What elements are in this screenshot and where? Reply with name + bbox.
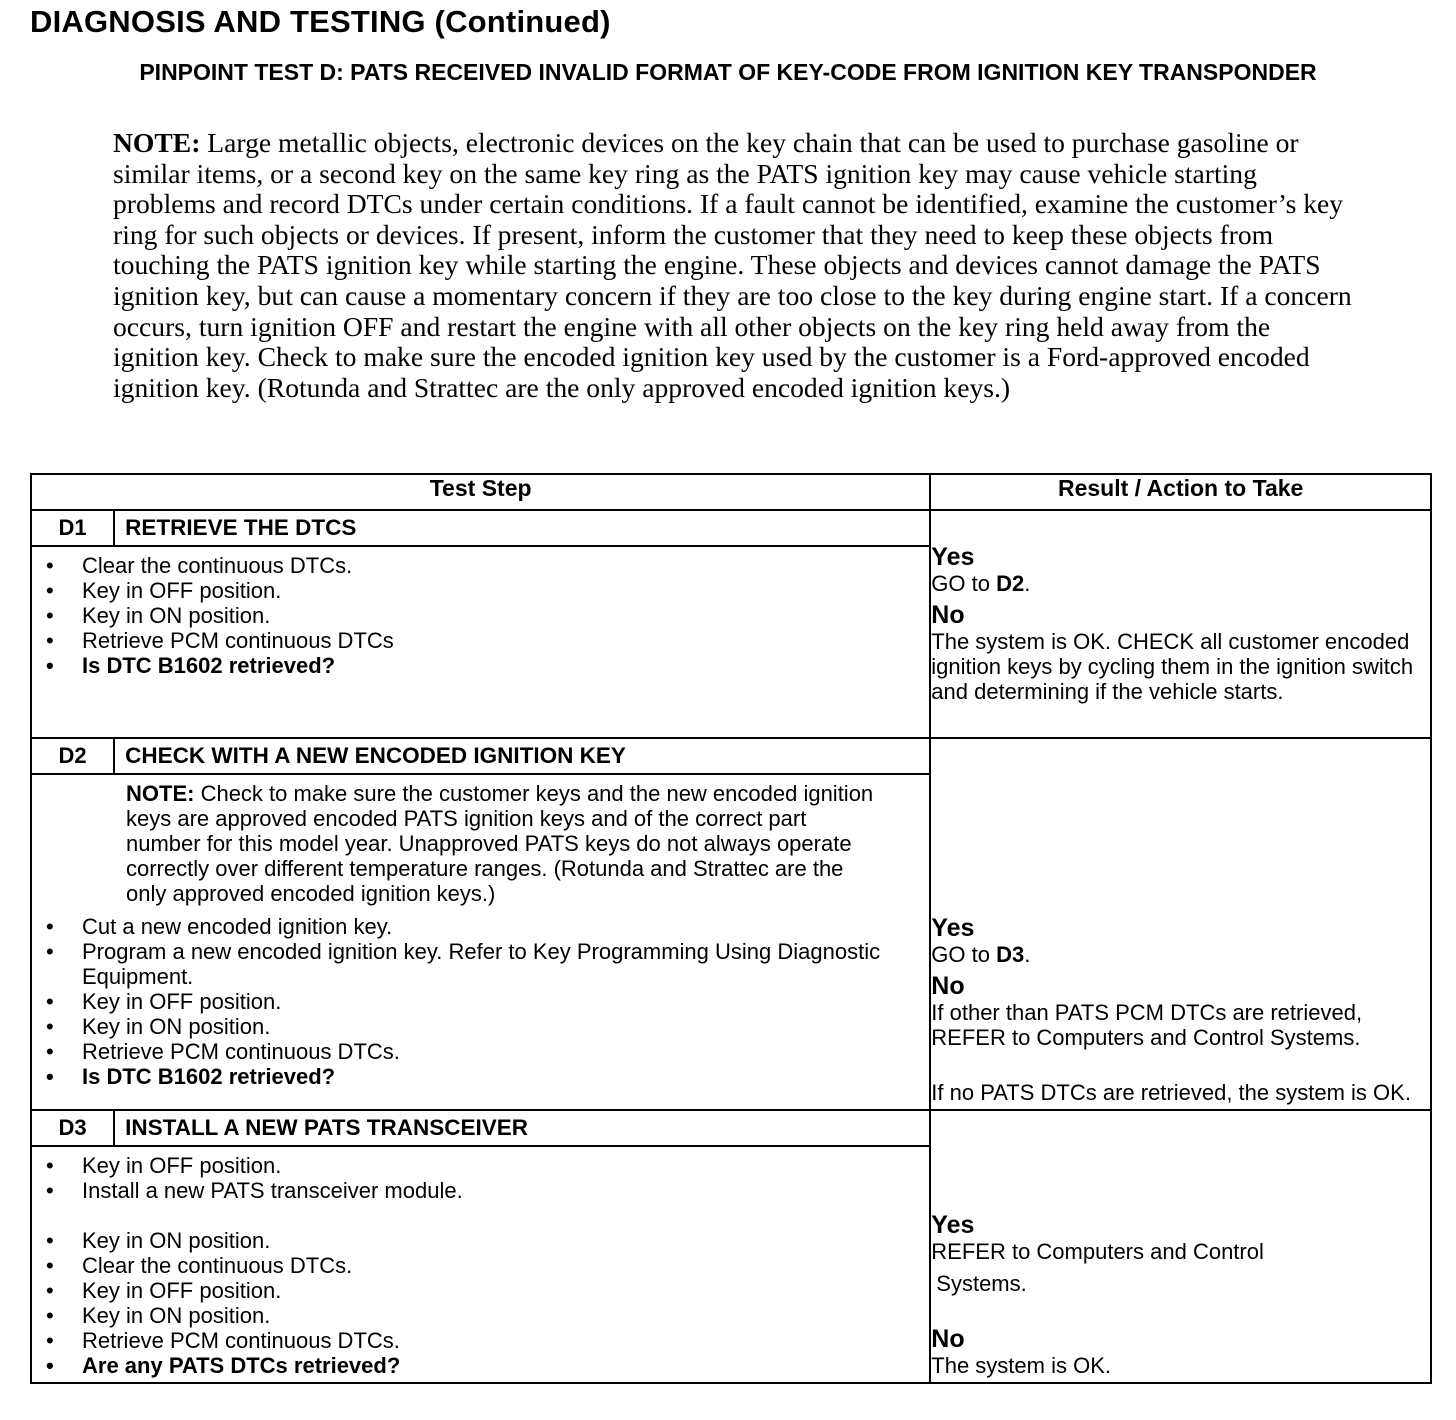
list-item: • Retrieve PCM continuous DTCs. <box>82 1328 919 1353</box>
d3-yes-label: Yes <box>931 1211 975 1239</box>
list-item-question: • Is DTC B1602 retrieved? <box>82 653 919 678</box>
d1-no-action: The system is OK. CHECK all customer encoded ignition keys by cycling them in the ignition switch and determining if the vehicle starts. <box>931 629 1414 704</box>
pinpoint-test-title: PINPOINT TEST D: PATS RECEIVED INVALID FORMAT OF KEY-CODE FROM IGNITION KEY TRANSPONDER <box>139 59 1317 85</box>
d3-yes-action-1: REFER to Computers and Control <box>931 1239 1264 1264</box>
list-item: • Key in ON position. <box>82 1303 919 1328</box>
d1-yes-action <box>931 571 1430 596</box>
step-d2-body <box>31 774 930 1110</box>
list-item: • Key in OFF position. <box>82 1278 919 1303</box>
note-label: NOTE: <box>113 127 201 158</box>
step-d3-result <box>930 1110 1431 1383</box>
list-item: • Program a new encoded ignition key. Refer to Key Programming Using Diagnostic Equipment. <box>82 939 919 989</box>
d2-yes-prefix: GO to <box>931 942 997 967</box>
d3-yes-action-2: Systems. <box>936 1271 1027 1296</box>
list-item: • Retrieve PCM continuous DTCs. <box>82 1039 919 1064</box>
list-item: • Key in ON position. <box>82 1014 919 1039</box>
page-header: DIAGNOSIS AND TESTING (Continued) <box>30 4 611 39</box>
d2-yes-action <box>931 942 1430 967</box>
d2-no-label: No <box>931 972 965 1000</box>
step-d1-title: RETRIEVE THE DTCS <box>114 510 930 546</box>
step-d3-body <box>31 1146 930 1383</box>
step-d3-list <box>44 1153 919 1378</box>
list-item-question: • Are any PATS DTCs retrieved? <box>82 1353 919 1378</box>
list-item: • Key in OFF position. <box>82 989 919 1014</box>
list-item: • Clear the continuous DTCs. <box>82 553 919 578</box>
d2-yes-label: Yes <box>931 914 975 942</box>
step-d2-list <box>44 914 919 1089</box>
d1-yes-suffix: . <box>1024 571 1031 596</box>
d1-no-label: No <box>931 601 965 629</box>
d3-no-label: No <box>931 1325 965 1353</box>
d2-no-action-1: If other than PATS PCM DTCs are retrieved, REFER to Computers and Control Systems. <box>931 1000 1363 1050</box>
header-result: Result / Action to Take <box>930 474 1431 510</box>
step-d2-result <box>930 738 1431 1110</box>
d1-yes-target: D2 <box>996 571 1025 596</box>
step-d1-id: D1 <box>31 510 114 546</box>
list-item: • Key in ON position. <box>82 603 919 628</box>
list-item: • Install a new PATS transceiver module. <box>82 1178 919 1203</box>
d2-yes-suffix: . <box>1024 942 1031 967</box>
note-text: Large metallic objects, electronic devices on the key chain that can be used to purchase gasoline or similar items, or a second key on the same key ring as the PATS ignition key may cause vehicle starting problems and record DTCs under certain conditions. If a fault cannot be identified, examine the customer’s key ring for such objects or devices. If present, inform the customer that they need to keep these objects from touching the PATS ignition key while starting the engine. These objects and devices cannot damage the PATS ignition key, but can cause a momentary concern if they are too close to the key during engine start. If a concern occurs, turn ignition OFF and restart the engine with all other objects on the key ring held away from the ignition key. Check to make sure the encoded ignition key used by the customer is a Ford-approved encoded ignition key. (Rotunda and Strattec are the only approved encoded ignition keys.) <box>113 127 1352 403</box>
step-d2-title: CHECK WITH A NEW ENCODED IGNITION KEY <box>114 738 930 774</box>
step-d2-id: D2 <box>31 738 114 774</box>
list-item-question: • Is DTC B1602 retrieved? <box>82 1064 919 1089</box>
step-d2-note <box>126 781 919 906</box>
list-item: • Key in OFF position. <box>82 578 919 603</box>
table-header-row <box>31 474 1431 510</box>
list-item: • Retrieve PCM continuous DTCs <box>82 628 919 653</box>
step-d1-result <box>930 510 1431 738</box>
header-test-step: Test Step <box>31 474 930 510</box>
d2-no-action-2: If no PATS DTCs are retrieved, the system is OK. <box>931 1080 1411 1105</box>
d1-yes-label: Yes <box>931 543 975 571</box>
d3-no-action: The system is OK. <box>931 1353 1111 1378</box>
step-d1-list <box>44 553 919 678</box>
list-item: • Cut a new encoded ignition key. <box>82 914 919 939</box>
d2-yes-target: D3 <box>996 942 1025 967</box>
d1-yes-prefix: GO to <box>931 571 997 596</box>
step-d3-title-row <box>31 1110 1431 1146</box>
list-item: • Key in ON position. <box>82 1228 919 1253</box>
step-d2-note-text: Check to make sure the customer keys and the new encoded ignition keys are approved encoded PATS ignition keys and of the correct part number for this model year. Unapproved PATS keys do not always operate correctly over different temperature ranges. (Rotunda and Strattec are the only approved encoded ignition keys.) <box>126 781 874 906</box>
pinpoint-test-table <box>30 473 1432 1384</box>
intro-note <box>113 128 1353 403</box>
step-d2-title-row <box>31 738 1431 774</box>
step-d1-body <box>31 546 930 738</box>
step-d3-title: INSTALL A NEW PATS TRANSCEIVER <box>114 1110 930 1146</box>
step-d1-title-row <box>31 510 1431 546</box>
step-d3-id: D3 <box>31 1110 114 1146</box>
step-d2-note-label: NOTE: <box>126 781 195 806</box>
list-item: • Clear the continuous DTCs. <box>82 1253 919 1278</box>
list-item: • Key in OFF position. <box>82 1153 919 1178</box>
